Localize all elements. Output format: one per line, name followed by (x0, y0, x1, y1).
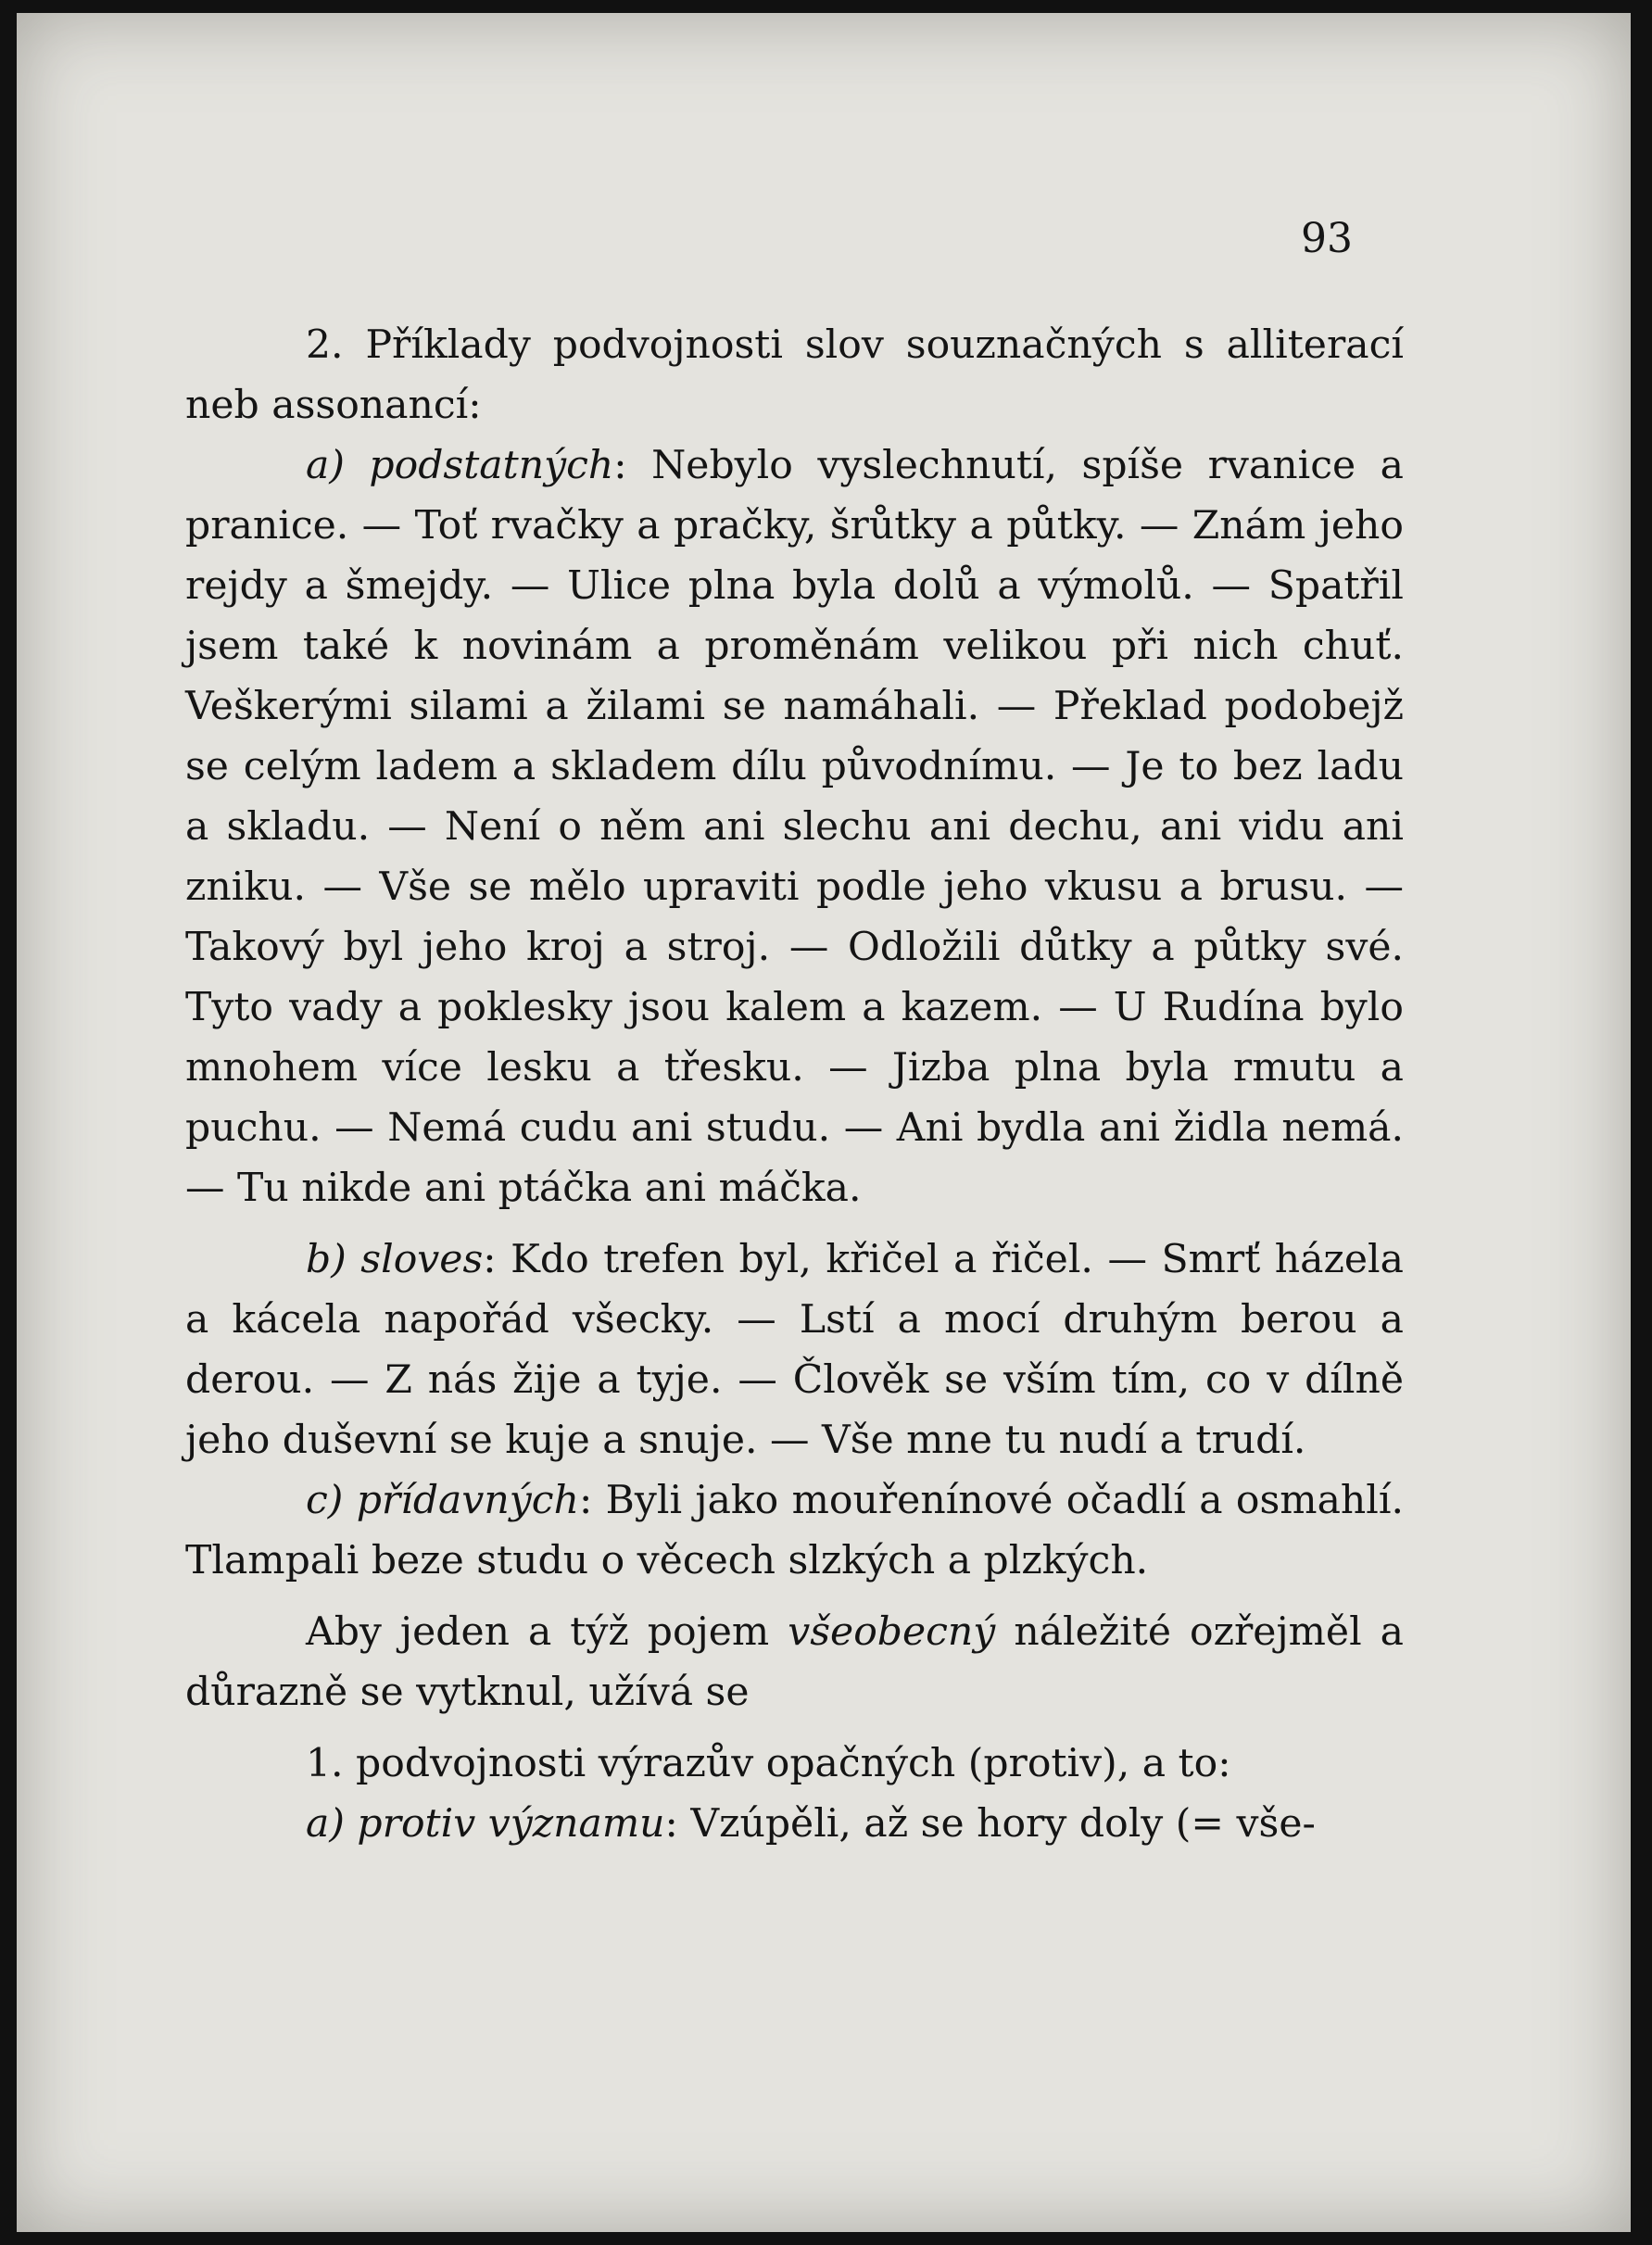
paragraph-b-verbs (185, 1230, 1404, 1470)
paragraph-a-opposites-text: Vzúpěli, až se hory doly (= vše- (690, 1801, 1316, 1847)
scanned-page (17, 13, 1631, 2232)
intro-text-after: náležité ozřejměl a důrazně se vytknul, užívá se (185, 1609, 1405, 1715)
subsection-a-label: a) podstatných (306, 443, 614, 488)
paragraph-a-nouns (185, 435, 1404, 1218)
colon: : (578, 1478, 606, 1523)
paragraph-b-text: Kdo trefen byl, křičel a řičel. — Smrť házela a kácela napořád všecky. — Lstí a mocí druhým berou a derou. — Z nás žije a tyje. — Člověk se vším tím, co v dílně jeho duševní se kuje a snuje. — Vše mne tu nudí a trudí. (185, 1237, 1404, 1463)
subsection-a-opposites-label: a) protiv významu (306, 1801, 665, 1847)
intro-text-before: Aby jeden a týž pojem (306, 1609, 788, 1655)
page-text (185, 315, 1404, 1854)
subsection-b-label: b) sloves (306, 1237, 484, 1282)
page-number: 93 (1301, 215, 1353, 262)
paragraph-a-opposites (185, 1794, 1404, 1854)
colon: : (664, 1801, 691, 1847)
section-1-heading: 1. podvojnosti výrazův opačných (protiv), a to: (306, 1741, 1231, 1786)
section-2-heading: 2. Příklady podvojnosti slov souznačných s alliterací neb assonancí: (185, 322, 1404, 428)
colon: : (483, 1237, 511, 1282)
paragraph-c-adjectives (185, 1470, 1404, 1591)
intro-paragraph (185, 1602, 1404, 1722)
paragraph-a-text: Nebylo vyslechnutí, spíše rvanice a pranice. — Toť rvačky a pračky, šrůtky a půtky. — Znám jeho rejdy a šmejdy. — Ulice plna byla dolů a výmolů. — Spatřil jsem také k novinám a proměnám velikou při nich chuť. Veškerými silami a žilami se namáhali. — Překlad podobejž se celým ladem a skladem dílu původnímu. — Je to bez ladu a skladu. — Není o něm ani slechu ani dechu, ani vidu ani zniku. — Vše se mělo upraviti podle jeho vkusu a brusu. — Takový byl jeho kroj a stroj. — Odložili důtky a půtky své. Tyto vady a poklesky jsou kalem a kazem. — U Rudína bylo mnohem více lesku a třesku. — Jizba plna byla rmutu a puchu. — Nemá cudu ani studu. — Ani bydla ani židla nemá. — Tu nikde ani ptáčka ani máčka. (185, 443, 1404, 1211)
subsection-c-label: c) přídavných (306, 1478, 579, 1523)
intro-emphasis: všeobecný (788, 1609, 996, 1655)
colon: : (613, 443, 652, 488)
paragraph-c-text: Byli jako mouřenínové očadlí a osmahlí. Tlampali beze studu o věcech slzkých a plzkých. (185, 1478, 1404, 1583)
